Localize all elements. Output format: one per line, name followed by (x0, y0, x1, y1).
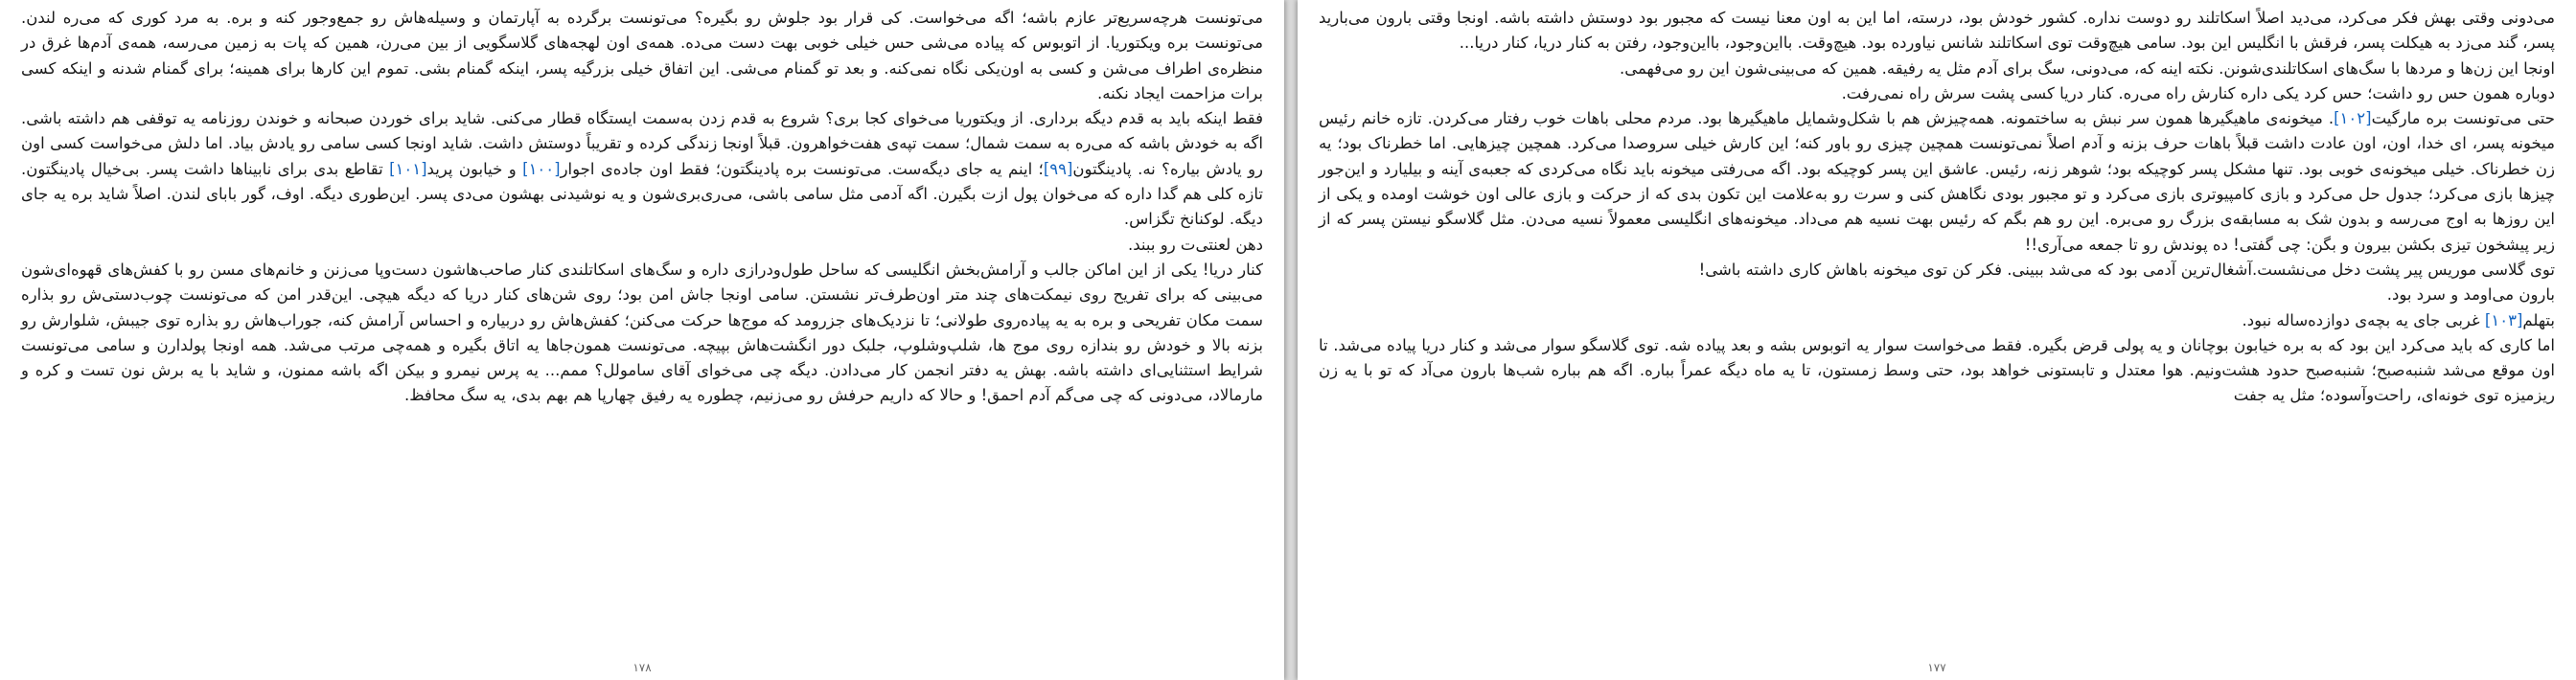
paragraph (1319, 283, 2555, 307)
text-run: غربی جای یه بچه‌ی دوازده‌ساله نبود. (2242, 310, 2485, 329)
left-page-number: ۱۷۸ (632, 661, 652, 674)
paragraph (1319, 308, 2555, 333)
right-page (1298, 0, 2576, 680)
paragraph (1319, 81, 2555, 106)
paragraph (21, 6, 1263, 106)
text-run: بتهلم (2522, 310, 2555, 329)
footnote-link[interactable]: [۱۰۰] (522, 159, 561, 178)
left-page-body (21, 6, 1263, 409)
footnote-link[interactable]: [۹۹] (1043, 159, 1073, 178)
text-run: اما کاری که باید می‌کرد این بود که به بره خیابون بوچانان و یه پولی قرض بگیره. فقط می‌خواست سوار یه اتوبوس بشه و بعد پیاده شه. توی گلاسگو سوار می‌شد و کنار دریا پیاده می‌شد. تا اون موقع می‌شد شنبه‌صبح؛ شنبه‌صبح حدود هشت‌ونیم. هوا معتدل و تابستونی خواهد بود، حتی وسط زمستون، تا یه ماه دیگه عمراً بباره. اگه هم بباره شب‌ها بارون می‌آد که تو با یه زن ریزمیزه توی خونه‌ای، راحت‌وآسوده؛ مثل یه جفت (1319, 335, 2555, 405)
paragraph (1319, 57, 2555, 81)
text-run: توی گلاسی موریس پیر پشت دخل می‌نشست.آشغال‌ترین آدمی بود که می‌شد ببینی. فکر کن توی میخونه باهاش کاری داشته باشی! (1698, 260, 2555, 279)
text-run: ؛ اینم یه جای دیگه‌ست. می‌تونست بره پادینگتون؛ فقط اون جاده‌ی اجوار (560, 159, 1044, 178)
left-page (0, 0, 1284, 680)
right-page-number: ۱۷۷ (1927, 661, 1946, 674)
footnote-link[interactable]: [۱۰۱] (389, 159, 427, 178)
paragraph (1319, 258, 2555, 283)
right-page-body (1319, 6, 2555, 409)
text-run: می‌تونست هرچه‌سریع‌تر عازم باشه؛ اگه می‌خواست. کی قرار بود جلوش رو بگیره؟ می‌تونست برگرده به آپارتمان و وسیله‌هاش رو جمع‌وجور کنه و بره. به مرد کوری که می‌ره لندن. می‌تونست بره ویکتوریا. از اتوبوس که پیاده می‌شی حس خیلی خوبی بهت دست می‌ده. همه‌ی اون لهجه‌های گلاسگویی از بین می‌رن، همین که پات به زمین می‌رسه، همه‌ی آدم‌ها غرق در منظره‌ی اطراف می‌شن و کسی به اون‌یکی نگاه نمی‌کنه. و بعد تو گمنام می‌شی. این اتفاق خیلی بزرگیه پسر، اینکه گمنام بشی. تموم این کارها برای همینه؛ برای گمنام شدنه و اینکه کسی برات مزاحمت ایجاد نکنه. (21, 9, 1263, 102)
paragraph (21, 233, 1263, 258)
text-run: بارون می‌اومد و سرد بود. (2386, 285, 2555, 305)
text-run: حتی می‌تونست بره مارگیت (2371, 109, 2555, 128)
text-run: می‌دونی وقتی بهش فکر می‌کرد، می‌دید اصلاً اسکاتلند رو دوست نداره. کشور خودش بود، درسته، اما این به اون معنا نیست که مجبور بود دوستش داشته باشه. اونجا وقتی بارون می‌بارید پسر، گند می‌زد به هیکلت پسر، فرقش با انگلیس این بود. سامی هیچ‌وقت توی اسکاتلند شانس نیاورده بود. هیچ‌وقت. بااین‌وجود، بااین‌وجود، رفتن به کنار دریا، کنار دریا... (1319, 9, 2555, 53)
text-run: . میخونه‌ی ماهیگیرها همون سر نبش به ساختمونه. همه‌چیزش هم با شکل‌وشمایل ماهیگیرها بود. مردم محلی باهات خوب رفتار می‌کردن. تازه خانم رئیس میخونه پسر، ای خدا، اون، اون عادت داشت قبلاً باهات حرف بزنه و آدم اصلاً نمی‌تونست همچین چیزی رو باور کنه؛ این کارش خیلی سروصدا می‌کرد. همچین چیزهایی. اما خطرناک بود؛ یه زن خطرناک. خیلی میخونه‌ی خوبی بود. تنها مشکل پسر کوچیکه بود؛ شوهر زنه، رئیس. عاشق این پسر کوچیکه بود. اگه می‌رفتی میخونه باید نگاه می‌کردی که جعبه‌ی آینه و بیلیارد و این‌جور چیزها بازی می‌کرد؛ جدول حل می‌کرد و بازی کامپیوتری بازی می‌کرد و تو مجبور بودی نگاهش کنی و سرت رو به‌علامت این تکون بدی که از حرکت و بازی عالی اون خوشت اومده و یکی از این روزها به اوج می‌رسه و بدون شک به مسابقه‌ی بزرگ رو می‌بره. این رو هم بگم که رئیس بهت نسیه هم می‌داد. میخونه‌های انگلیسی معمولاً نسیه می‌دن. مثل گلاسگو نیستن پسر که از زیر پیشخون تیزی بکشن بیرون و بگن: چی گفتی! ده پوندش رو تا جمعه می‌آری!! (1319, 109, 2555, 254)
text-run: و خیابون پرید (426, 159, 523, 178)
paragraph (21, 106, 1263, 232)
text-run: فقط اینکه باید به قدم دیگه برداری. از ویکتوریا می‌خوای کجا بری؟ شروع به قدم زدن به‌سمت ایستگاه قطار می‌کنی. شاید برای خوردن صبحانه و خوندن روزنامه یه توقفی هم داشته باشی. اگه به خودش باشه که می‌ره به سمت شمال؛ سمت تپه‌ی هفت‌خواهرون. قبلاً اونجا زندگی کرده و تقریباً دوستش داشت. شاید اونجا کسی سامی رو یادش بیاد. اما دلش می‌خواست کسی اون رو یادش بیاره؟ نه. پادینگتون (21, 109, 1264, 178)
footnote-link[interactable]: [۱۰۳] (2484, 310, 2523, 329)
footnote-link[interactable]: [۱۰۲] (2334, 109, 2372, 128)
text-run: تقاطع بدی برای نابیناها داشت پسر. بی‌خیال پادینگتون. تازه کلی هم گدا داره که می‌خوان پول ازت بگیرن. اگه آدمی مثل سامی باشی، می‌ری‌بری‌شون و یه نوشیدنی بهشون می‌دی پسر. این‌طوری دیگه. اوف، گور بابای لندن. اصلاً شاید بره یه جای دیگه. لوکنانخ تگزاس. (21, 159, 1263, 229)
text-run: دوباره همون حس رو داشت؛ حس کرد یکی داره کنارش راه می‌ره. کنار دریا کسی پشت سرش راه نمی‌رفت. (1841, 83, 2555, 102)
text-run: کنار دریا! یکی از این اماکن جالب و آرامش‌بخش انگلیسی که ساحل طول‌ودرازی داره و سگ‌های اسکاتلندی کنار صاحب‌هاشون دست‌وپا می‌زنن و خانم‌های مسن رو با کفش‌های قهوه‌ای‌شون می‌بینی که برای تفریح روی نیمکت‌های چند متر اون‌طرف‌تر نشستن. سامی اونجا جاش امن بود؛ روی شن‌های کنار دریا که دیگه هیچی. این‌قدر امن که می‌تونست چوب‌دستی‌ش رو بذاره سمت مکان تفریحی و بره به یه پیاده‌روی طولانی؛ تا نزدیک‌های جزرومد که موج‌ها حرکت می‌کنن؛ کفش‌هاش رو دربیاره و احساس آرامش کنه، جوراب‌هاش رو بذاره توی جیبش، شلوارش رو بزنه بالا و خودش رو بندازه روی موج ها، شلپ‌وشلوپ، جلبک دور انگشت‌هاش بپیچه. می‌تونست همون‌جاها یه اتاق بگیره و همه‌چی مرتب می‌شد. همه اونجا پولدارن و سامی می‌تونست شرایط استثنایی‌ای داشته باشه. بهش یه دفتر انجمن کار می‌دادن. دیگه چی می‌خوای آقای سامولل؟ ممم... یه پرس نیمرو و بیکن اگه باشه ممنون، و شاید با یه برش نون تست و کره و مارمالاد، می‌دونی که چی می‌گم آدم احمق! و حالا که داریم حرفش رو می‌زنیم، چطوره یه رفیق چهارپا هم بهم بدی، یه سگ محافظ. (21, 260, 1263, 405)
paragraph (21, 258, 1263, 409)
paragraph (1319, 333, 2555, 409)
paragraph (1319, 6, 2555, 57)
paragraph (1319, 106, 2555, 258)
text-run: دهن لعنتی‌ت رو ببند. (1128, 235, 1263, 254)
text-run: اونجا این زن‌ها و مردها با سگ‌های اسکاتلندی‌شونن. نکته اینه که، می‌دونی، سگ برای آدم مثل یه رفیقه. همین که می‌بینی‌شون این رو می‌فهمی. (1620, 58, 2555, 78)
